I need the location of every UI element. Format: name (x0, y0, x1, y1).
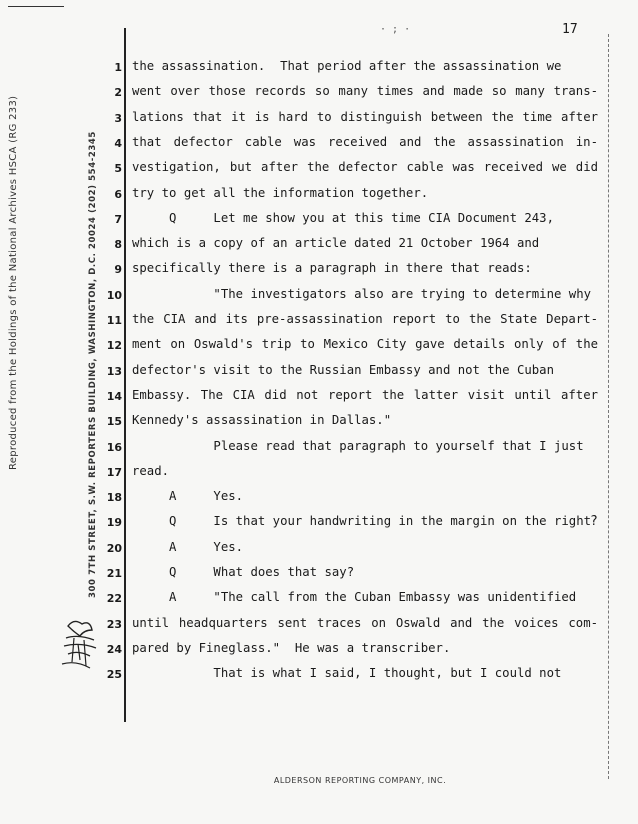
line-number: 19 (106, 516, 122, 529)
transcript-line: defector's visit to the Russian Embassy and not the Cuban (132, 363, 554, 377)
line-number: 22 (106, 592, 122, 605)
top-rule (8, 6, 64, 7)
transcript-line: read. (132, 464, 170, 478)
line-number: 5 (114, 162, 122, 175)
right-margin-mark: ? (590, 514, 598, 529)
transcript-line: went over those records so many times and made so many trans- (132, 84, 598, 98)
transcript-line: lations that it is hard to distinguish between the time after (132, 110, 598, 124)
left-margin-rule (124, 28, 126, 722)
transcript-line: Q What does that say? (132, 565, 355, 579)
line-number: 17 (106, 466, 122, 479)
line-number: 18 (106, 491, 122, 504)
transcript-line: the CIA and its pre-assassination report to the State Depart- (132, 312, 598, 326)
transcript-line: A Yes. (132, 489, 244, 503)
transcript-line: Embassy. The CIA did not report the latter visit until after (132, 388, 598, 402)
transcript-line: specifically there is a paragraph in there that reads: (132, 261, 532, 275)
line-number: 11 (106, 314, 122, 327)
transcript-line: ment on Oswald's trip to Mexico City gave details only of the (132, 337, 598, 351)
transcript-line: pared by Fineglass." He was a transcriber. (132, 641, 451, 655)
transcript-line: Please read that paragraph to yourself that I just (132, 439, 584, 453)
reporting-company-footer: ALDERSON REPORTING COMPANY, INC. (273, 776, 447, 785)
scan-speck: · ; · (380, 24, 411, 35)
archive-note: Reproduced from the Holdings of the National Archives HSCA (RG 233) (8, 95, 19, 470)
transcript-line: A "The call from the Cuban Embassy was unidentified (132, 590, 577, 604)
transcript-line: Q Let me show you at this time CIA Document 243, (132, 211, 554, 225)
line-number: 21 (106, 567, 122, 580)
line-number: 4 (114, 137, 122, 150)
line-number: 24 (106, 643, 122, 656)
transcript-line: vestigation, but after the defector cable was received we did (132, 160, 598, 174)
line-number: 12 (106, 339, 122, 352)
line-number: 15 (106, 415, 122, 428)
transcript-line: which is a copy of an article dated 21 October 1964 and (132, 236, 540, 250)
line-number: 9 (114, 263, 122, 276)
line-number: 13 (106, 365, 122, 378)
page-number: 17 (562, 22, 578, 37)
right-margin-rule (608, 34, 609, 779)
transcript-line: A Yes. (132, 540, 244, 554)
line-number: 8 (114, 238, 122, 251)
transcript-line: the assassination. That period after the assassination we (132, 59, 562, 73)
line-number: 16 (106, 441, 122, 454)
transcript-line: Kennedy's assassination in Dallas." (132, 413, 392, 427)
line-number: 7 (114, 213, 122, 226)
reporter-stamp-icon (60, 616, 100, 672)
line-number: 23 (106, 618, 122, 631)
transcript-line: Q Is that your handwriting in the margin on the right (132, 514, 592, 528)
line-number: 10 (106, 289, 122, 302)
line-number: 1 (114, 61, 122, 74)
line-number: 6 (114, 188, 122, 201)
line-number: 20 (106, 542, 122, 555)
transcript-line: try to get all the information together. (132, 186, 429, 200)
transcript-line: That is what I said, I thought, but I could not (132, 666, 562, 680)
line-number: 3 (114, 112, 122, 125)
transcript-line: until headquarters sent traces on Oswald and the voices com- (132, 616, 598, 630)
line-number: 14 (106, 390, 122, 403)
transcript-line: "The investigators also are trying to determine why (132, 287, 592, 301)
line-number: 2 (114, 86, 122, 99)
reporter-address: 300 7TH STREET, S.W. REPORTERS BUILDING, WASHINGTON, D.C. 20024 (202) 554-2345 (88, 131, 98, 598)
line-number: 25 (106, 668, 122, 681)
transcript-line: that defector cable was received and the assassination in- (132, 135, 598, 149)
